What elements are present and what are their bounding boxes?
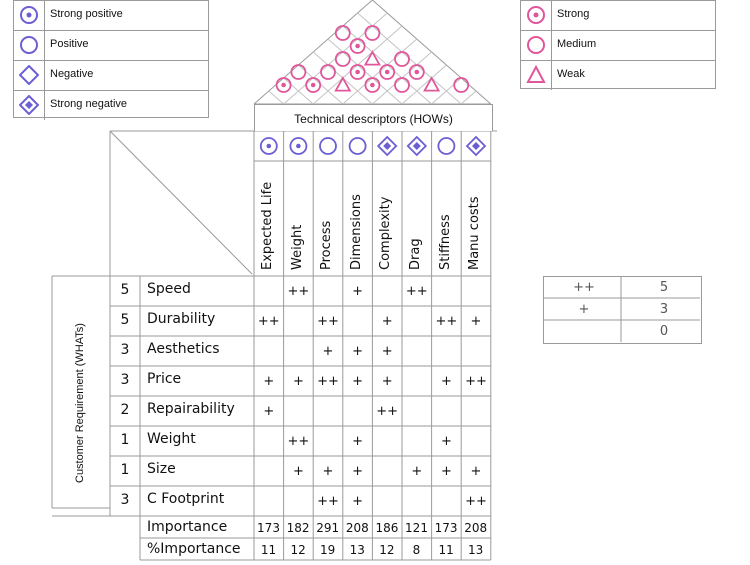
legend-row-strong: [521, 1, 715, 31]
what-name: Aesthetics: [147, 341, 220, 357]
relationship-cell: +: [352, 344, 364, 359]
circle-icon: [291, 65, 305, 79]
relationship-cell: +: [263, 404, 275, 419]
how-label-cell: [372, 161, 400, 274]
relationship-cell: +: [322, 464, 334, 479]
circle-dot-icon: [14, 1, 45, 30]
circle-dot-icon: [351, 39, 365, 53]
how-label: Process: [319, 220, 335, 270]
circle-icon: [365, 26, 379, 40]
pct-importance-value: 12: [379, 543, 395, 557]
importance-label: Importance: [147, 519, 228, 535]
what-name: C Footprint: [147, 491, 225, 507]
what-name: Speed: [147, 281, 191, 297]
legend-label: Strong: [557, 8, 590, 20]
legend-label: Strong negative: [50, 98, 128, 110]
how-label: Expected Life: [260, 181, 275, 270]
legend-label: Strong positive: [50, 8, 123, 20]
what-weight: 2: [120, 402, 130, 418]
legend-row-medium: [521, 31, 715, 61]
circle-dot-icon: [277, 78, 291, 92]
relationship-cell: ++: [405, 284, 428, 299]
relationship-cell: ++: [317, 494, 339, 509]
relationship-cell: +: [440, 434, 452, 449]
key-value: 5: [659, 280, 669, 295]
what-name: Durability: [147, 311, 216, 327]
relationship-cell: +: [470, 464, 482, 479]
grid-line: [461, 91, 476, 104]
circle-dot-icon: [365, 78, 379, 92]
relationship-cell: +: [381, 374, 393, 389]
how-label: Manu costs: [467, 196, 483, 270]
how-label-cell: [432, 161, 460, 274]
diamond-dot-icon: [378, 137, 396, 155]
relationship-cell: +: [381, 344, 393, 359]
relationship-cell: ++: [465, 494, 487, 509]
circle-dot-icon: [521, 1, 552, 30]
importance-value: 182: [286, 521, 310, 535]
triangle-icon: [425, 78, 439, 91]
triangle-icon: [365, 52, 379, 65]
pct-importance-value: 12: [290, 543, 306, 557]
what-name: Weight: [147, 431, 196, 447]
what-name: Repairability: [147, 401, 235, 417]
how-label: Stiffness: [437, 214, 453, 270]
relationship-cell: +: [352, 464, 364, 479]
key-value: 0: [659, 324, 669, 339]
diamond-dot-icon: [408, 137, 426, 155]
legend-row-negative: [14, 61, 208, 91]
circle-dot-icon: [290, 138, 306, 154]
how-label: Drag: [408, 238, 423, 270]
what-weight: 3: [120, 492, 130, 508]
hows-title: Technical descriptors (HOWs): [254, 104, 493, 131]
relationship-cell: ++: [317, 314, 339, 329]
legend-row-weak: [521, 61, 715, 90]
circle-dot-icon: [380, 65, 394, 79]
relationship-legend: [520, 0, 716, 89]
circle-icon: [14, 31, 45, 60]
circle-icon: [350, 138, 366, 154]
how-label: Weight: [289, 224, 305, 270]
circle-icon: [336, 26, 350, 40]
circle-icon: [321, 65, 335, 79]
how-label-cell: [284, 161, 312, 274]
importance-value: 121: [405, 521, 428, 535]
relationship-cell: +: [411, 464, 423, 479]
triangle-icon: [521, 61, 552, 90]
relationship-cell: ++: [317, 374, 339, 389]
circle-icon: [521, 31, 552, 60]
pct-importance-value: 13: [468, 543, 484, 557]
legend-label: Negative: [50, 68, 94, 80]
relationship-cell: ++: [257, 314, 280, 329]
legend-row-strong-negative: [14, 91, 208, 120]
how-label-cell: [343, 161, 371, 274]
pct-importance-value: 11: [438, 543, 454, 557]
relationship-cell: +: [440, 374, 452, 389]
grid-line: [269, 91, 284, 104]
relationship-cell: +: [381, 314, 393, 329]
what-weight: 1: [120, 432, 130, 448]
circle-icon: [454, 78, 468, 92]
what-weight: 5: [120, 282, 130, 298]
importance-value: 208: [464, 521, 488, 535]
relationship-cell: ++: [287, 434, 310, 449]
scoring-key: [543, 276, 702, 344]
relationship-cell: +: [352, 374, 364, 389]
relationship-cell: +: [440, 464, 452, 479]
diamond-dot-icon: [14, 91, 45, 120]
what-weight: 1: [120, 462, 130, 478]
pct-importance-value: 8: [412, 543, 421, 557]
whats-title: Customer Requirement (WHATs): [74, 323, 86, 483]
what-weight: 3: [120, 342, 130, 358]
importance-value: 208: [345, 521, 369, 535]
key-symbol: +: [578, 302, 590, 317]
key-value: 3: [659, 302, 669, 317]
circle-icon: [336, 52, 350, 66]
circle-dot-icon: [261, 138, 277, 154]
circle-dot-icon: [306, 78, 320, 92]
relationship-cell: ++: [435, 314, 458, 329]
legend-label: Positive: [50, 38, 89, 50]
circle-icon: [395, 78, 409, 92]
correlation-legend: [13, 0, 209, 118]
key-symbol: ++: [573, 280, 595, 295]
relationship-cell: +: [263, 374, 275, 389]
relationship-cell: +: [292, 464, 304, 479]
relationship-cell: +: [470, 314, 482, 329]
how-label-cell: [313, 161, 341, 274]
relationship-cell: ++: [287, 284, 310, 299]
relationship-cell: +: [322, 344, 334, 359]
legend-label: Weak: [557, 68, 585, 80]
what-name: Price: [147, 371, 182, 387]
what-name: Size: [147, 461, 176, 477]
how-label: Complexity: [378, 196, 394, 270]
pct-importance-value: 11: [260, 543, 277, 557]
legend-label: Medium: [557, 38, 597, 50]
triangle-icon: [336, 78, 350, 91]
whats-title-box: [52, 276, 108, 516]
circle-dot-icon: [351, 65, 365, 79]
how-label-cell: [254, 161, 282, 274]
importance-value: 173: [257, 521, 280, 535]
relationship-cell: +: [352, 284, 364, 299]
relationship-cell: +: [352, 434, 364, 449]
how-label-cell: [461, 161, 489, 274]
diamond-dot-icon: [467, 137, 485, 155]
grid-line: [110, 131, 252, 274]
circle-icon: [438, 138, 454, 154]
relationship-cell: ++: [376, 404, 399, 419]
circle-icon: [395, 52, 409, 66]
importance-value: 173: [434, 521, 458, 535]
what-weight: 5: [120, 312, 130, 328]
importance-value: 291: [316, 521, 340, 535]
circle-dot-icon: [410, 65, 424, 79]
relationship-cell: ++: [465, 374, 487, 389]
pct-importance-value: 19: [320, 543, 336, 557]
relationship-cell: +: [292, 374, 304, 389]
pct-importance-label: %Importance: [147, 541, 241, 557]
how-label: Dimensions: [348, 194, 364, 270]
pct-importance-value: 13: [349, 543, 365, 557]
how-label-cell: [402, 161, 430, 274]
legend-row-strong-positive: [14, 1, 208, 31]
what-weight: 3: [120, 372, 130, 388]
legend-row-positive: [14, 31, 208, 61]
diamond-icon: [14, 61, 45, 90]
relationship-cell: +: [352, 494, 364, 509]
importance-value: 186: [375, 521, 399, 535]
circle-icon: [320, 138, 336, 154]
